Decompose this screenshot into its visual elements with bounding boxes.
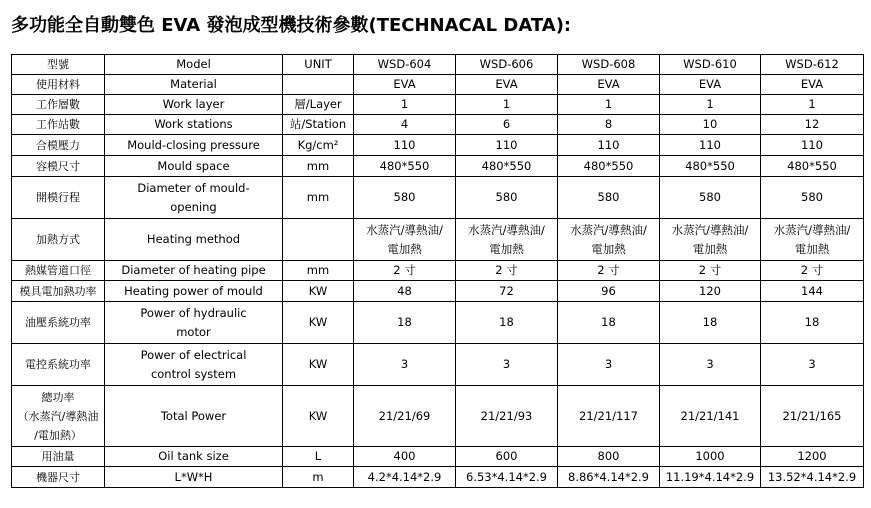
row-value-cell: 18 <box>761 302 864 344</box>
header-cell-model: Model <box>105 55 283 75</box>
row-value-cell: 110 <box>660 135 761 156</box>
table-row <box>12 302 864 344</box>
table-row <box>12 115 864 135</box>
row-value-cell: EVA <box>354 75 456 95</box>
row-value-cell: 2 寸 <box>660 261 761 281</box>
row-value-cell: 580 <box>558 177 660 219</box>
row-value-cell: 110 <box>761 135 864 156</box>
row-label-zh: 容模尺寸 <box>12 156 105 177</box>
table-row <box>12 344 864 386</box>
table-row <box>12 135 864 156</box>
row-value-cell: 3 <box>761 344 864 386</box>
row-unit: mm <box>283 177 354 219</box>
row-value-cell: 水蒸汽/導熱油/ 電加熱 <box>456 219 558 261</box>
row-label-zh: 模具電加熱功率 <box>12 281 105 302</box>
row-label-zh: 開模行程 <box>12 177 105 219</box>
row-label-en: Work layer <box>105 95 283 115</box>
row-value-cell: 800 <box>558 447 660 467</box>
header-cell-zh: 型號 <box>12 55 105 75</box>
row-label-en: Heating power of mould <box>105 281 283 302</box>
row-value-cell: 18 <box>354 302 456 344</box>
row-value-cell: 3 <box>558 344 660 386</box>
row-value-cell: 2 寸 <box>558 261 660 281</box>
row-value-cell: 1 <box>761 95 864 115</box>
header-cell-unit: UNIT <box>283 55 354 75</box>
row-value-cell: 480*550 <box>558 156 660 177</box>
row-value-cell: 18 <box>558 302 660 344</box>
row-value-cell: EVA <box>558 75 660 95</box>
table-row <box>12 177 864 219</box>
header-cell-wsd-604: WSD-604 <box>354 55 456 75</box>
row-label-en: Power of hydraulic motor <box>105 302 283 344</box>
row-value-cell: 1 <box>456 95 558 115</box>
row-value-cell: 水蒸汽/導熱油/ 電加熱 <box>660 219 761 261</box>
row-value-cell: 580 <box>660 177 761 219</box>
row-value-cell: 72 <box>456 281 558 302</box>
row-value-cell: 6.53*4.14*2.9 <box>456 467 558 488</box>
header-cell-wsd-610: WSD-610 <box>660 55 761 75</box>
row-value-cell: 18 <box>660 302 761 344</box>
row-value-cell: EVA <box>761 75 864 95</box>
row-label-en: Power of electrical control system <box>105 344 283 386</box>
row-value-cell: 10 <box>660 115 761 135</box>
header-cell-wsd-612: WSD-612 <box>761 55 864 75</box>
row-label-zh: 使用材料 <box>12 75 105 95</box>
row-label-zh: 機器尺寸 <box>12 467 105 488</box>
row-value-cell: 21/21/117 <box>558 386 660 447</box>
row-value-cell: 1200 <box>761 447 864 467</box>
row-value-cell: 480*550 <box>761 156 864 177</box>
row-value-cell: 8 <box>558 115 660 135</box>
row-value-cell: 1 <box>660 95 761 115</box>
row-value-cell: 13.52*4.14*2.9 <box>761 467 864 488</box>
row-value-cell: 1000 <box>660 447 761 467</box>
row-value-cell: 120 <box>660 281 761 302</box>
row-value-cell: 1 <box>558 95 660 115</box>
row-label-zh: 油壓系統功率 <box>12 302 105 344</box>
row-label-en: Material <box>105 75 283 95</box>
table-row <box>12 467 864 488</box>
row-unit: KW <box>283 344 354 386</box>
row-label-en: L*W*H <box>105 467 283 488</box>
row-value-cell: 21/21/93 <box>456 386 558 447</box>
row-value-cell: 水蒸汽/導熱油/ 電加熱 <box>761 219 864 261</box>
row-value-cell: 6 <box>456 115 558 135</box>
row-value-cell: 3 <box>660 344 761 386</box>
row-unit: m <box>283 467 354 488</box>
row-label-en: Heating method <box>105 219 283 261</box>
row-value-cell: 水蒸汽/導熱油/ 電加熱 <box>354 219 456 261</box>
row-value-cell: 480*550 <box>354 156 456 177</box>
table-row <box>12 261 864 281</box>
row-value-cell: 580 <box>354 177 456 219</box>
row-unit: 層/Layer <box>283 95 354 115</box>
row-label-en: Mould-closing pressure <box>105 135 283 156</box>
table-row <box>12 95 864 115</box>
row-label-en: Work stations <box>105 115 283 135</box>
technical-data-table <box>11 54 864 488</box>
row-unit <box>283 75 354 95</box>
row-value-cell: 2 寸 <box>456 261 558 281</box>
row-value-cell: 110 <box>558 135 660 156</box>
row-label-zh: 總功率 （水蒸汽/導熱油 /電加熱） <box>12 386 105 447</box>
page-title: 多功能全自動雙色 EVA 發泡成型機技術參數(TECHNACAL DATA): <box>11 15 572 36</box>
table-body <box>12 55 864 488</box>
row-value-cell: 3 <box>456 344 558 386</box>
row-value-cell: 4 <box>354 115 456 135</box>
row-value-cell: 96 <box>558 281 660 302</box>
row-unit: KW <box>283 386 354 447</box>
row-label-zh: 工作層數 <box>12 95 105 115</box>
row-value-cell: 580 <box>456 177 558 219</box>
row-value-cell: 1 <box>354 95 456 115</box>
table-row <box>12 447 864 467</box>
row-label-en: Diameter of heating pipe <box>105 261 283 281</box>
row-value-cell: 水蒸汽/導熱油/ 電加熱 <box>558 219 660 261</box>
table-row <box>12 75 864 95</box>
row-value-cell: 21/21/141 <box>660 386 761 447</box>
row-value-cell: 480*550 <box>456 156 558 177</box>
row-label-zh: 用油量 <box>12 447 105 467</box>
row-label-en: Oil tank size <box>105 447 283 467</box>
table-row <box>12 156 864 177</box>
row-label-zh: 合模壓力 <box>12 135 105 156</box>
row-unit: KW <box>283 302 354 344</box>
row-value-cell: 21/21/69 <box>354 386 456 447</box>
row-unit: L <box>283 447 354 467</box>
row-value-cell: 580 <box>761 177 864 219</box>
row-value-cell: 2 寸 <box>761 261 864 281</box>
row-value-cell: EVA <box>456 75 558 95</box>
row-label-en: Diameter of mould- opening <box>105 177 283 219</box>
row-label-zh: 電控系統功率 <box>12 344 105 386</box>
row-unit: mm <box>283 261 354 281</box>
row-unit: mm <box>283 156 354 177</box>
table-row <box>12 219 864 261</box>
row-label-zh: 加熱方式 <box>12 219 105 261</box>
row-value-cell: 48 <box>354 281 456 302</box>
row-value-cell: 400 <box>354 447 456 467</box>
table-row <box>12 281 864 302</box>
header-cell-wsd-608: WSD-608 <box>558 55 660 75</box>
table-header-row <box>12 55 864 75</box>
row-value-cell: 600 <box>456 447 558 467</box>
table-row <box>12 386 864 447</box>
row-value-cell: 8.86*4.14*2.9 <box>558 467 660 488</box>
row-value-cell: 21/21/165 <box>761 386 864 447</box>
row-value-cell: 144 <box>761 281 864 302</box>
row-label-en: Total Power <box>105 386 283 447</box>
row-value-cell: 480*550 <box>660 156 761 177</box>
row-value-cell: 3 <box>354 344 456 386</box>
row-value-cell: 2 寸 <box>354 261 456 281</box>
row-label-zh: 熱媒管道口徑 <box>12 261 105 281</box>
row-unit: KW <box>283 281 354 302</box>
row-label-en: Mould space <box>105 156 283 177</box>
row-value-cell: 110 <box>456 135 558 156</box>
row-unit: 站/Station <box>283 115 354 135</box>
row-value-cell: 4.2*4.14*2.9 <box>354 467 456 488</box>
row-value-cell: 18 <box>456 302 558 344</box>
header-cell-wsd-606: WSD-606 <box>456 55 558 75</box>
row-value-cell: 110 <box>354 135 456 156</box>
row-label-zh: 工作站數 <box>12 115 105 135</box>
row-unit: Kg/cm² <box>283 135 354 156</box>
row-value-cell: 12 <box>761 115 864 135</box>
row-value-cell: EVA <box>660 75 761 95</box>
row-value-cell: 11.19*4.14*2.9 <box>660 467 761 488</box>
row-unit <box>283 219 354 261</box>
